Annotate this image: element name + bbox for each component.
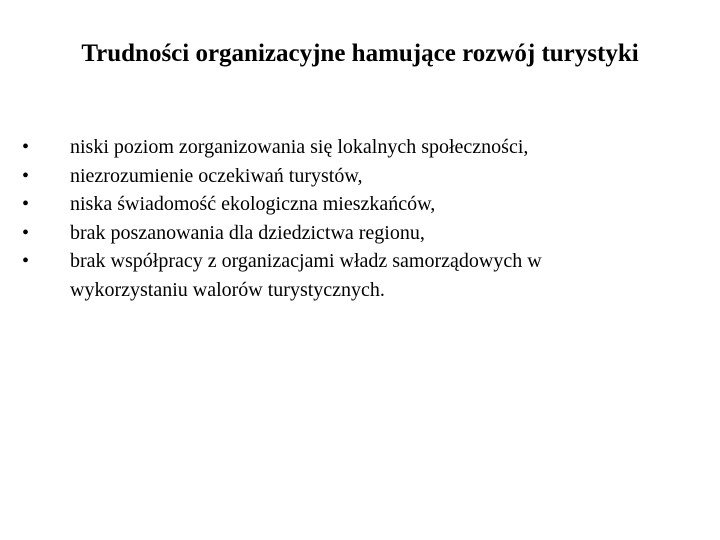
- bullet-icon: •: [22, 221, 30, 244]
- slide-title: Trudności organizacyjne hamujące rozwój turystyki: [81, 40, 639, 67]
- bullet-text: niska świadomość ekologiczna mieszkańców,: [70, 193, 436, 215]
- bullet-icon: •: [22, 164, 30, 187]
- list-item: [22, 190, 662, 219]
- bullet-icon: •: [22, 193, 30, 215]
- bullet-icon: •: [22, 250, 30, 272]
- bullet-text: brak poszanowania dla dziedzictwa regionu,: [70, 221, 425, 244]
- bullet-text: niezrozumienie oczekiwań turystów,: [70, 164, 363, 187]
- bullet-text: niski poziom zorganizowania się lokalnych społeczności,: [70, 136, 529, 158]
- bullet-text: brak współpracy z organizacjami władz samorządowych w wykorzystaniu walorów turystycznych.: [70, 250, 542, 301]
- list-item: [22, 162, 662, 191]
- list-item: [22, 133, 662, 162]
- bullet-list: [22, 133, 662, 304]
- list-item: [22, 247, 662, 304]
- bullet-icon: •: [22, 136, 30, 158]
- list-item: [22, 219, 662, 248]
